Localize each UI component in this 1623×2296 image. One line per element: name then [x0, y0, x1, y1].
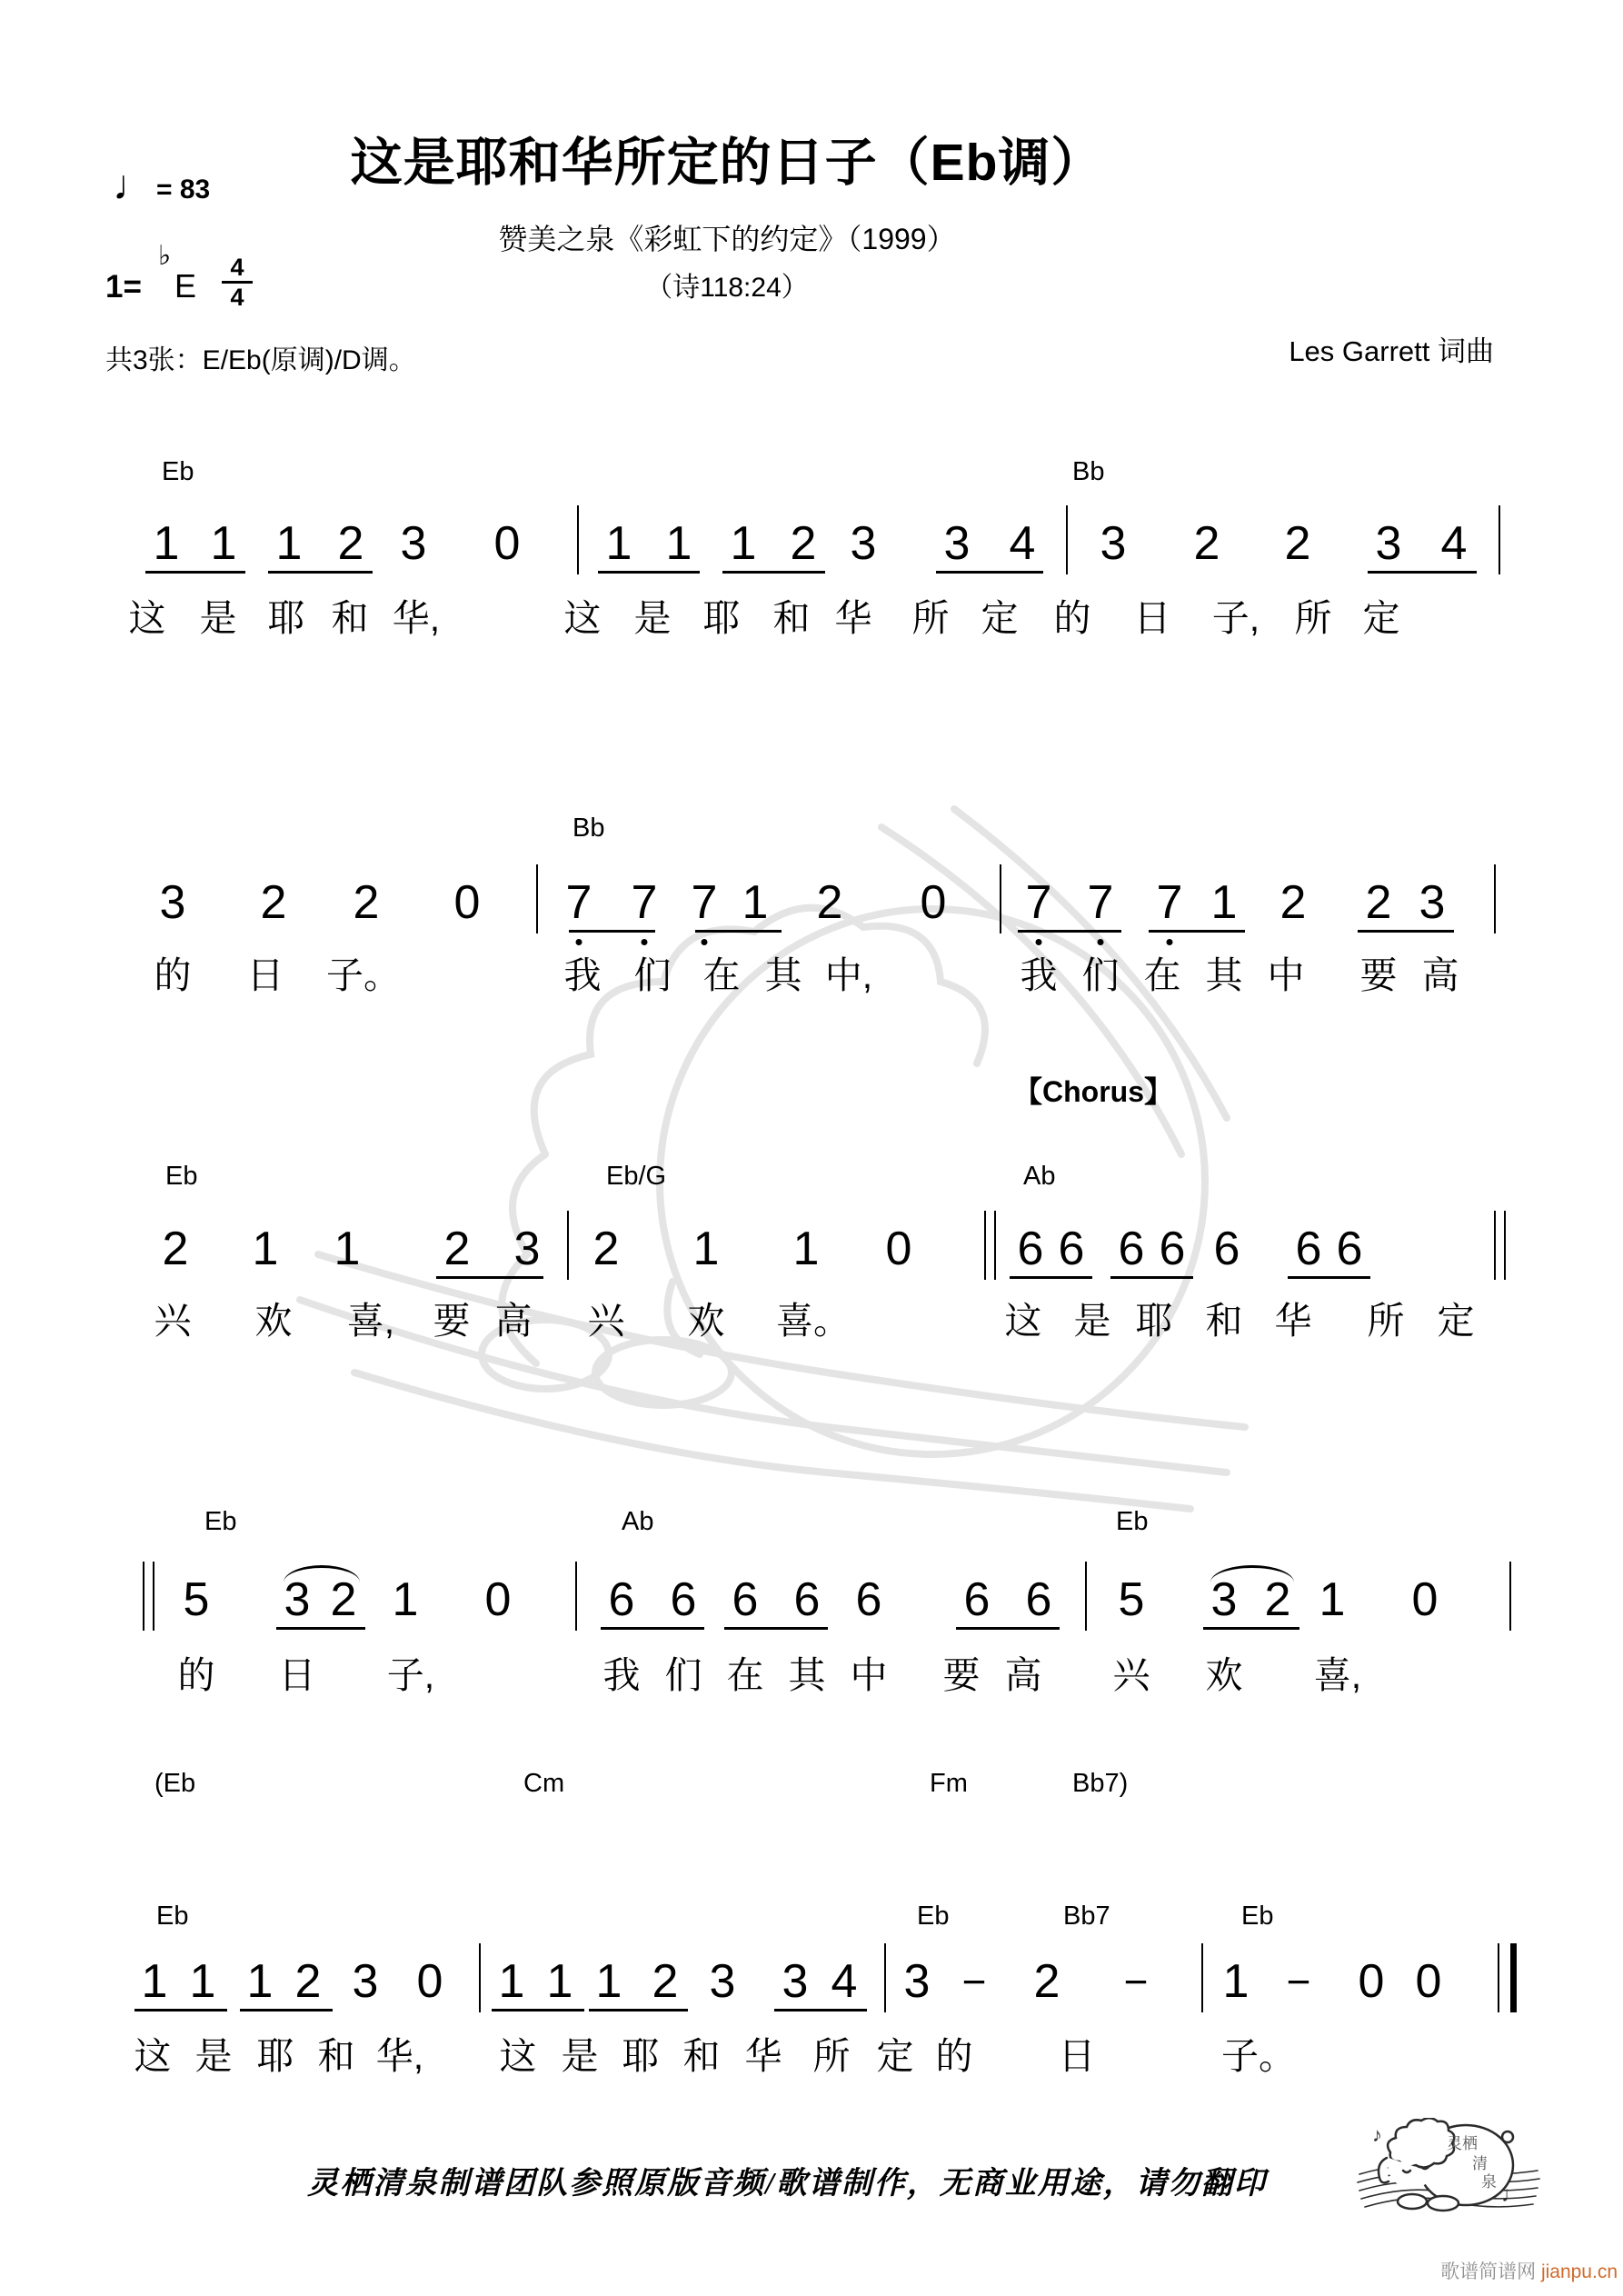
note: 3: [782, 1955, 809, 2008]
note: 3: [1100, 517, 1127, 570]
note: 1: [1210, 876, 1238, 929]
lyric-char: 我: [563, 954, 602, 996]
note: 1: [498, 1955, 525, 2008]
eighth-underline: [695, 930, 782, 933]
note: 6: [1118, 1223, 1145, 1275]
lyric-char: 我: [602, 1654, 641, 1696]
lyric-char: 耶: [267, 597, 305, 639]
lyric-char: 所: [911, 597, 950, 639]
note: 2: [816, 876, 843, 929]
barline: [884, 1943, 886, 2012]
chord-label: Fm: [930, 1769, 968, 1798]
low-octave-dot: [1036, 939, 1042, 945]
eighth-underline: [1149, 930, 1245, 933]
note: 3: [400, 517, 427, 570]
note: 7: [565, 876, 592, 929]
publisher-sheep-logo: [1356, 2118, 1547, 2218]
lyric-char: 高: [1421, 954, 1459, 996]
lyric-char: 华: [1274, 1300, 1312, 1342]
barline: [1499, 505, 1500, 574]
logo-text-b: 清: [1472, 2155, 1488, 2172]
chord-label: Cm: [523, 1769, 565, 1798]
lyric-char: 中,: [824, 954, 873, 996]
lyric-char: 们: [664, 1654, 702, 1696]
note: 2: [790, 517, 817, 570]
lyric-char: 所: [1294, 597, 1332, 639]
note: 1: [189, 1955, 216, 2008]
eighth-underline: [134, 2009, 227, 2011]
low-octave-dot: [1098, 939, 1104, 945]
note: 2: [1284, 517, 1311, 570]
note: 2: [652, 1955, 679, 2008]
note: 0: [1415, 1955, 1442, 2008]
lyric-char: 定: [876, 2035, 914, 2077]
site-watermark-name: 歌谱简谱网: [1440, 2261, 1541, 2282]
lyric-char: 日: [246, 954, 284, 996]
note: 1: [275, 517, 303, 570]
barline: [536, 864, 538, 933]
tempo-value: = 83: [156, 175, 211, 205]
note: 0: [493, 517, 521, 570]
lyric-char: 日: [1133, 597, 1171, 639]
note: 6: [608, 1573, 635, 1626]
note: 1: [246, 1955, 274, 2008]
song-subtitle: 赞美之泉《彩虹下的约定》（1999）: [498, 223, 956, 255]
note: 0: [453, 876, 481, 929]
chord-label: Eb: [1241, 1902, 1274, 1931]
lyric-char: 喜。: [776, 1300, 851, 1342]
lyric-char: 这: [1004, 1300, 1042, 1342]
note: 3: [1419, 876, 1446, 929]
note: 7: [631, 876, 658, 929]
lyric-char: 兴: [1112, 1654, 1150, 1696]
song-title: 这是耶和华所定的日子（Eb调）: [350, 134, 1104, 192]
lyric-char: 所: [812, 2035, 851, 2077]
lyric-char: 是: [199, 597, 237, 639]
final-barline: [1498, 1943, 1517, 2012]
note-dash: −: [961, 1958, 987, 2005]
lyric-char: 是: [561, 2035, 599, 2077]
chord-label: Eb: [156, 1902, 189, 1931]
note: 3: [352, 1955, 379, 2008]
lyric-char: 是: [1073, 1300, 1111, 1342]
chord-label: Ab: [622, 1507, 654, 1536]
lyric-char: 中: [850, 1654, 888, 1696]
chord-label: Eb: [1116, 1507, 1149, 1536]
lyric-char: 定: [1362, 597, 1400, 639]
lyric-char: 华: [744, 2035, 782, 2077]
barline: [575, 1562, 577, 1631]
note: 1: [742, 876, 769, 929]
site-watermark-url: jianpu.cn: [1540, 2261, 1618, 2282]
note: 7: [1087, 876, 1114, 929]
note: 1: [153, 517, 180, 570]
note: 1: [546, 1955, 573, 2008]
lyric-char: 高: [1004, 1654, 1042, 1696]
lyric-char: 子。: [326, 954, 401, 996]
site-watermark: [1309, 2257, 1618, 2284]
eighth-underline: [569, 930, 655, 933]
logo-text-c: 泉: [1481, 2173, 1497, 2191]
barline: [1085, 1562, 1087, 1631]
eighth-underline: [1110, 1276, 1193, 1279]
lyric-char: 和: [317, 2035, 355, 2077]
eighth-underline: [240, 2009, 333, 2011]
note: 2: [353, 876, 380, 929]
lyric-char: 和: [682, 2035, 721, 2077]
time-signature: [222, 255, 253, 311]
note: 0: [1358, 1955, 1385, 2008]
note: 2: [294, 1955, 322, 2008]
note: 5: [1118, 1573, 1145, 1626]
quarter-note-small-icon: ♩: [1501, 2182, 1523, 2207]
note: 6: [732, 1573, 759, 1626]
note: 0: [416, 1955, 443, 2008]
note: 3: [284, 1573, 311, 1626]
note-dash: −: [1286, 1958, 1311, 2005]
lyric-char: 定: [981, 597, 1019, 639]
key-signature-letter: E: [174, 267, 197, 304]
note: 0: [920, 876, 947, 929]
note: 2: [443, 1223, 471, 1275]
double-barline: [143, 1562, 154, 1631]
lyric-char: 和: [331, 597, 369, 639]
lyric-char: 是: [194, 2035, 233, 2077]
eighth-underline: [1288, 1276, 1370, 1279]
lyric-char: 们: [1081, 954, 1120, 996]
note: 2: [1365, 876, 1392, 929]
eighth-underline: [936, 571, 1043, 574]
eighth-underline: [724, 1627, 828, 1630]
note: 3: [850, 517, 877, 570]
note: 1: [1319, 1573, 1346, 1626]
lyric-char: 的: [154, 954, 192, 996]
quarter-note-icon: ♩: [113, 161, 154, 208]
lyric-char: 的: [177, 1654, 215, 1696]
low-octave-dot: [1167, 939, 1173, 945]
double-barline: [984, 1211, 996, 1280]
note: 3: [709, 1955, 736, 2008]
lyric-char: 子,: [386, 1654, 435, 1696]
note: 6: [855, 1573, 882, 1626]
lyric-char: 欢: [1205, 1654, 1243, 1696]
note: 1: [392, 1573, 419, 1626]
lyric-char: 其: [764, 954, 802, 996]
chord-label: Ab: [1023, 1162, 1056, 1191]
note: 7: [1156, 876, 1183, 929]
eighth-underline: [1358, 930, 1454, 933]
double-barline: [1494, 1211, 1506, 1280]
note: 2: [260, 876, 287, 929]
note: 1: [692, 1223, 720, 1275]
eighth-underline: [589, 2009, 688, 2011]
lyric-char: 我: [1020, 954, 1058, 996]
note: 6: [670, 1573, 697, 1626]
note: 1: [210, 517, 237, 570]
lyric-char: 日: [1058, 2035, 1096, 2077]
composer-credit: Les Garrett 词曲: [1289, 335, 1494, 367]
eighth-underline: [1368, 571, 1477, 574]
chord-label: Bb7): [1072, 1769, 1129, 1798]
note: 3: [159, 876, 186, 929]
lyric-char: 耶: [622, 2035, 660, 2077]
lyric-char: 在: [726, 1654, 764, 1696]
lyric-char: 所: [1367, 1300, 1405, 1342]
note: 1: [792, 1223, 820, 1275]
lyric-char: 喜,: [1313, 1654, 1362, 1696]
lyric-char: 高: [494, 1300, 533, 1342]
note: 6: [793, 1573, 821, 1626]
barline: [1509, 1562, 1511, 1631]
lyric-char: 欢: [687, 1300, 725, 1342]
note: 1: [595, 1955, 622, 2008]
chord-label: Eb: [162, 457, 194, 486]
note: 2: [1193, 517, 1220, 570]
lyric-char: 要: [433, 1300, 471, 1342]
lyric-char: 中: [1267, 954, 1305, 996]
chord-label: Bb7: [1063, 1902, 1110, 1931]
lyric-char: 子,: [1211, 597, 1260, 639]
lyric-char: 欢: [254, 1300, 293, 1342]
eighth-underline: [1018, 930, 1121, 933]
note: 6: [1336, 1223, 1363, 1275]
eighth-underline: [1010, 1276, 1092, 1279]
lyric-char: 这: [499, 2035, 537, 2077]
note: 4: [1440, 517, 1468, 570]
lyric-char: 们: [633, 954, 672, 996]
note: 0: [484, 1573, 512, 1626]
note: 6: [1025, 1573, 1052, 1626]
chord-label: Eb: [165, 1162, 198, 1191]
lyric-char: 日: [278, 1654, 316, 1696]
note: 0: [885, 1223, 912, 1275]
note: 1: [605, 517, 632, 570]
note: 1: [730, 517, 757, 570]
note: 1: [334, 1223, 361, 1275]
note: 1: [252, 1223, 279, 1275]
publisher-note: 灵栖清泉制谱团队参照原版音频/歌谱制作，无商业用途，请勿翻印: [307, 2167, 1267, 2201]
barline: [567, 1211, 569, 1280]
eighth-underline: [268, 571, 373, 574]
lyric-char: 和: [772, 597, 811, 639]
note: 1: [1222, 1955, 1250, 2008]
barline: [1494, 864, 1496, 933]
note: 2: [1033, 1955, 1060, 2008]
lyric-char: 这: [128, 597, 166, 639]
note: 3: [903, 1955, 931, 2008]
eighth-underline: [436, 1276, 543, 1279]
flat-icon: ♭: [158, 241, 172, 271]
time-signature-numerator: 4: [230, 254, 244, 281]
chord-label: Bb: [573, 814, 605, 843]
note: 2: [1279, 876, 1307, 929]
chord-label: Eb: [204, 1507, 237, 1536]
note: 2: [330, 1573, 357, 1626]
lyric-char: 要: [1359, 954, 1398, 996]
lyric-char: 华,: [392, 597, 441, 639]
lyric-char: 耶: [256, 2035, 294, 2077]
lyric-char: 兴: [154, 1300, 192, 1342]
note: 7: [691, 876, 718, 929]
lyric-char: 其: [788, 1654, 826, 1696]
note-dash: −: [1123, 1958, 1149, 2005]
lyric-char: 华: [834, 597, 872, 639]
lyric-char: 喜,: [346, 1300, 395, 1342]
eighth-underline: [1203, 1627, 1299, 1630]
note: 2: [337, 517, 364, 570]
low-octave-dot: [642, 939, 648, 945]
lyric-char: 的: [1053, 597, 1091, 639]
chord-label: Eb/G: [606, 1162, 667, 1191]
eighth-underline: [598, 571, 700, 574]
note: 3: [943, 517, 971, 570]
chord-label: Eb: [917, 1902, 950, 1931]
eighth-underline: [956, 1627, 1060, 1630]
eighth-underline: [145, 571, 245, 574]
barline: [1201, 1943, 1203, 2012]
lyric-char: 兴: [587, 1300, 625, 1342]
note: 6: [1058, 1223, 1085, 1275]
note: 3: [1375, 517, 1402, 570]
lyric-char: 耶: [1135, 1300, 1173, 1342]
barline: [1000, 864, 1001, 933]
chord-label: Bb: [1072, 457, 1105, 486]
chorus-label: 【Chorus】: [1013, 1075, 1174, 1108]
low-octave-dot: [576, 939, 582, 945]
scripture-reference: （诗118:24）: [645, 273, 809, 303]
note: 5: [183, 1573, 210, 1626]
note: 6: [1295, 1223, 1322, 1275]
note: 3: [513, 1223, 541, 1275]
lyric-char: 子。: [1221, 2035, 1296, 2077]
lyric-char: 在: [702, 954, 741, 996]
eighth-note-icon: ♪: [1372, 2123, 1382, 2146]
barline: [577, 505, 579, 574]
note: 4: [831, 1955, 858, 2008]
note: 1: [141, 1955, 168, 2008]
low-octave-dot: [702, 939, 708, 945]
eighth-underline: [774, 2009, 867, 2011]
logo-text-a: 灵栖: [1447, 2135, 1478, 2152]
note: 2: [1264, 1573, 1291, 1626]
note: 6: [1159, 1223, 1186, 1275]
lyric-char: 要: [942, 1654, 981, 1696]
page-variants-note: 共3张：E/Eb(原调)/D调。: [105, 345, 416, 375]
lyric-char: 的: [935, 2035, 973, 2077]
eighth-underline: [722, 571, 825, 574]
lyric-char: 其: [1205, 954, 1243, 996]
barline: [1066, 505, 1068, 574]
lyric-char: 定: [1437, 1300, 1475, 1342]
barline: [479, 1943, 481, 2012]
lyric-char: 华,: [375, 2035, 424, 2077]
chord-label: (Eb: [154, 1769, 196, 1798]
lyric-char: 这: [134, 2035, 172, 2077]
lyric-char: 耶: [702, 597, 741, 639]
eighth-underline: [492, 2009, 584, 2011]
time-signature-denominator: 4: [230, 284, 244, 312]
lyric-char: 在: [1143, 954, 1181, 996]
note: 2: [592, 1223, 620, 1275]
lyric-char: 这: [563, 597, 602, 639]
key-signature-prefix: 1=: [105, 269, 142, 304]
lyric-char: 是: [633, 597, 672, 639]
note: 6: [1213, 1223, 1240, 1275]
note: 2: [162, 1223, 189, 1275]
note: 0: [1411, 1573, 1439, 1626]
eighth-underline: [601, 1627, 704, 1630]
lyric-char: 和: [1205, 1300, 1243, 1342]
note: 7: [1025, 876, 1052, 929]
note: 3: [1210, 1573, 1238, 1626]
note: 4: [1009, 517, 1036, 570]
eighth-underline: [276, 1627, 365, 1630]
note: 6: [1017, 1223, 1044, 1275]
note: 6: [963, 1573, 991, 1626]
note: 1: [665, 517, 692, 570]
